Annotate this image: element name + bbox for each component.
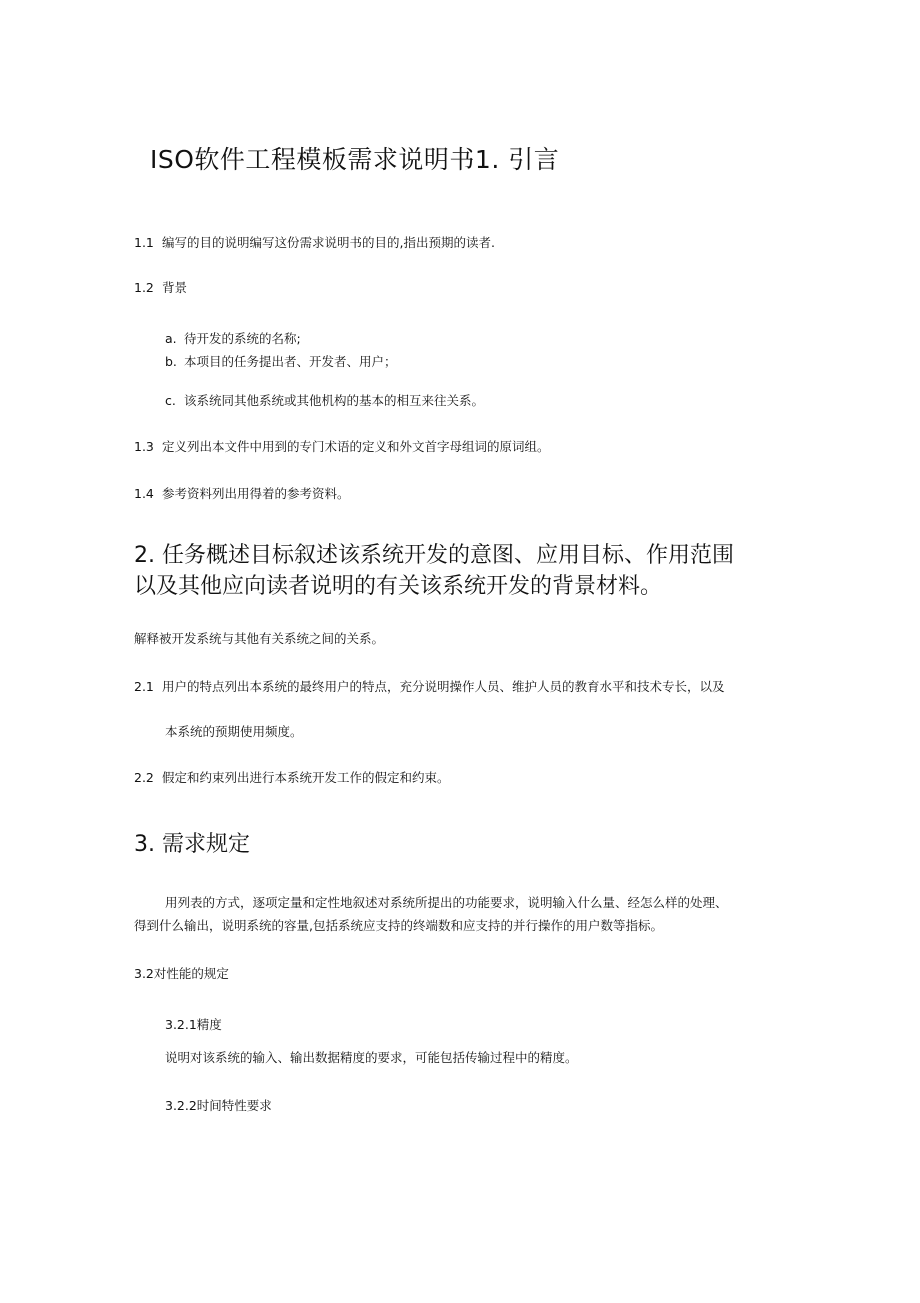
section-number: 1.2 — [134, 280, 154, 295]
title-section: 1. 引言 — [474, 145, 560, 174]
section-1-1 — [134, 233, 495, 251]
section-number: 1.1 — [134, 235, 154, 250]
section-2-1-continuation: 本系统的预期使用频度。 — [165, 724, 303, 739]
list-text: 本项目的任务提出者、开发者、用户； — [184, 354, 397, 369]
heading-line: 2. 任务概述目标叙述该系统开发的意图、应用目标、作用范围 — [134, 543, 734, 568]
paragraph-3-line2: 得到什么输出，说明系统的容量,包括系统应支持的终端数和应支持的并行操作的用户数等指标。 — [134, 918, 663, 933]
paragraph-precision: 说明对该系统的输入、输出数据精度的要求，可能包括传输过程中的精度。 — [165, 1050, 578, 1065]
title-main: ISO软件工程模板需求说明书 — [150, 145, 475, 174]
section-text: 用户的特点列出本系统的最终用户的特点，充分说明操作人员、维护人员的教育水平和技术专长，以及 — [162, 679, 725, 694]
list-item — [165, 391, 484, 409]
list-label: c. — [165, 393, 176, 408]
section-2-1 — [134, 677, 725, 695]
section-3-2: 3.2对性能的规定 — [134, 966, 229, 981]
heading-section-3: 3. 需求规定 — [134, 832, 250, 857]
section-1-2 — [134, 278, 187, 296]
list-item — [165, 352, 397, 370]
list-item — [165, 329, 301, 347]
section-text: 参考资料列出用得着的参考资料。 — [162, 486, 350, 501]
section-number: 2.1 — [134, 679, 154, 694]
section-3-2-1: 3.2.1精度 — [165, 1017, 222, 1032]
section-1-4 — [134, 484, 350, 502]
heading-section-2 — [134, 540, 734, 602]
section-text: 编写的目的说明编写这份需求说明书的目的,指出预期的读者. — [162, 235, 495, 250]
section-text: 假定和约束列出进行本系统开发工作的假定和约束。 — [162, 770, 450, 785]
page-title — [150, 140, 559, 176]
paragraph-3-line1: 用列表的方式，逐项定量和定性地叙述对系统所提出的功能要求，说明输入什么量、经怎么样的处理、 — [165, 895, 728, 910]
paragraph-relation: 解释被开发系统与其他有关系统之间的关系。 — [134, 631, 385, 646]
section-text: 定义列出本文件中用到的专门术语的定义和外文首字母组词的原词组。 — [162, 439, 550, 454]
section-number: 2.2 — [134, 770, 154, 785]
section-3-2-2: 3.2.2时间特性要求 — [165, 1098, 272, 1113]
section-text: 背景 — [162, 280, 188, 295]
list-text: 待开发的系统的名称; — [184, 331, 301, 346]
section-number: 1.4 — [134, 486, 154, 501]
section-number: 1.3 — [134, 439, 154, 454]
list-text: 该系统同其他系统或其他机构的基本的相互来往关系。 — [184, 393, 485, 408]
section-2-2 — [134, 768, 450, 786]
section-1-3 — [134, 437, 550, 455]
list-label: a. — [165, 331, 177, 346]
heading-line: 以及其他应向读者说明的有关该系统开发的背景材料。 — [134, 574, 663, 599]
list-label: b. — [165, 354, 177, 369]
